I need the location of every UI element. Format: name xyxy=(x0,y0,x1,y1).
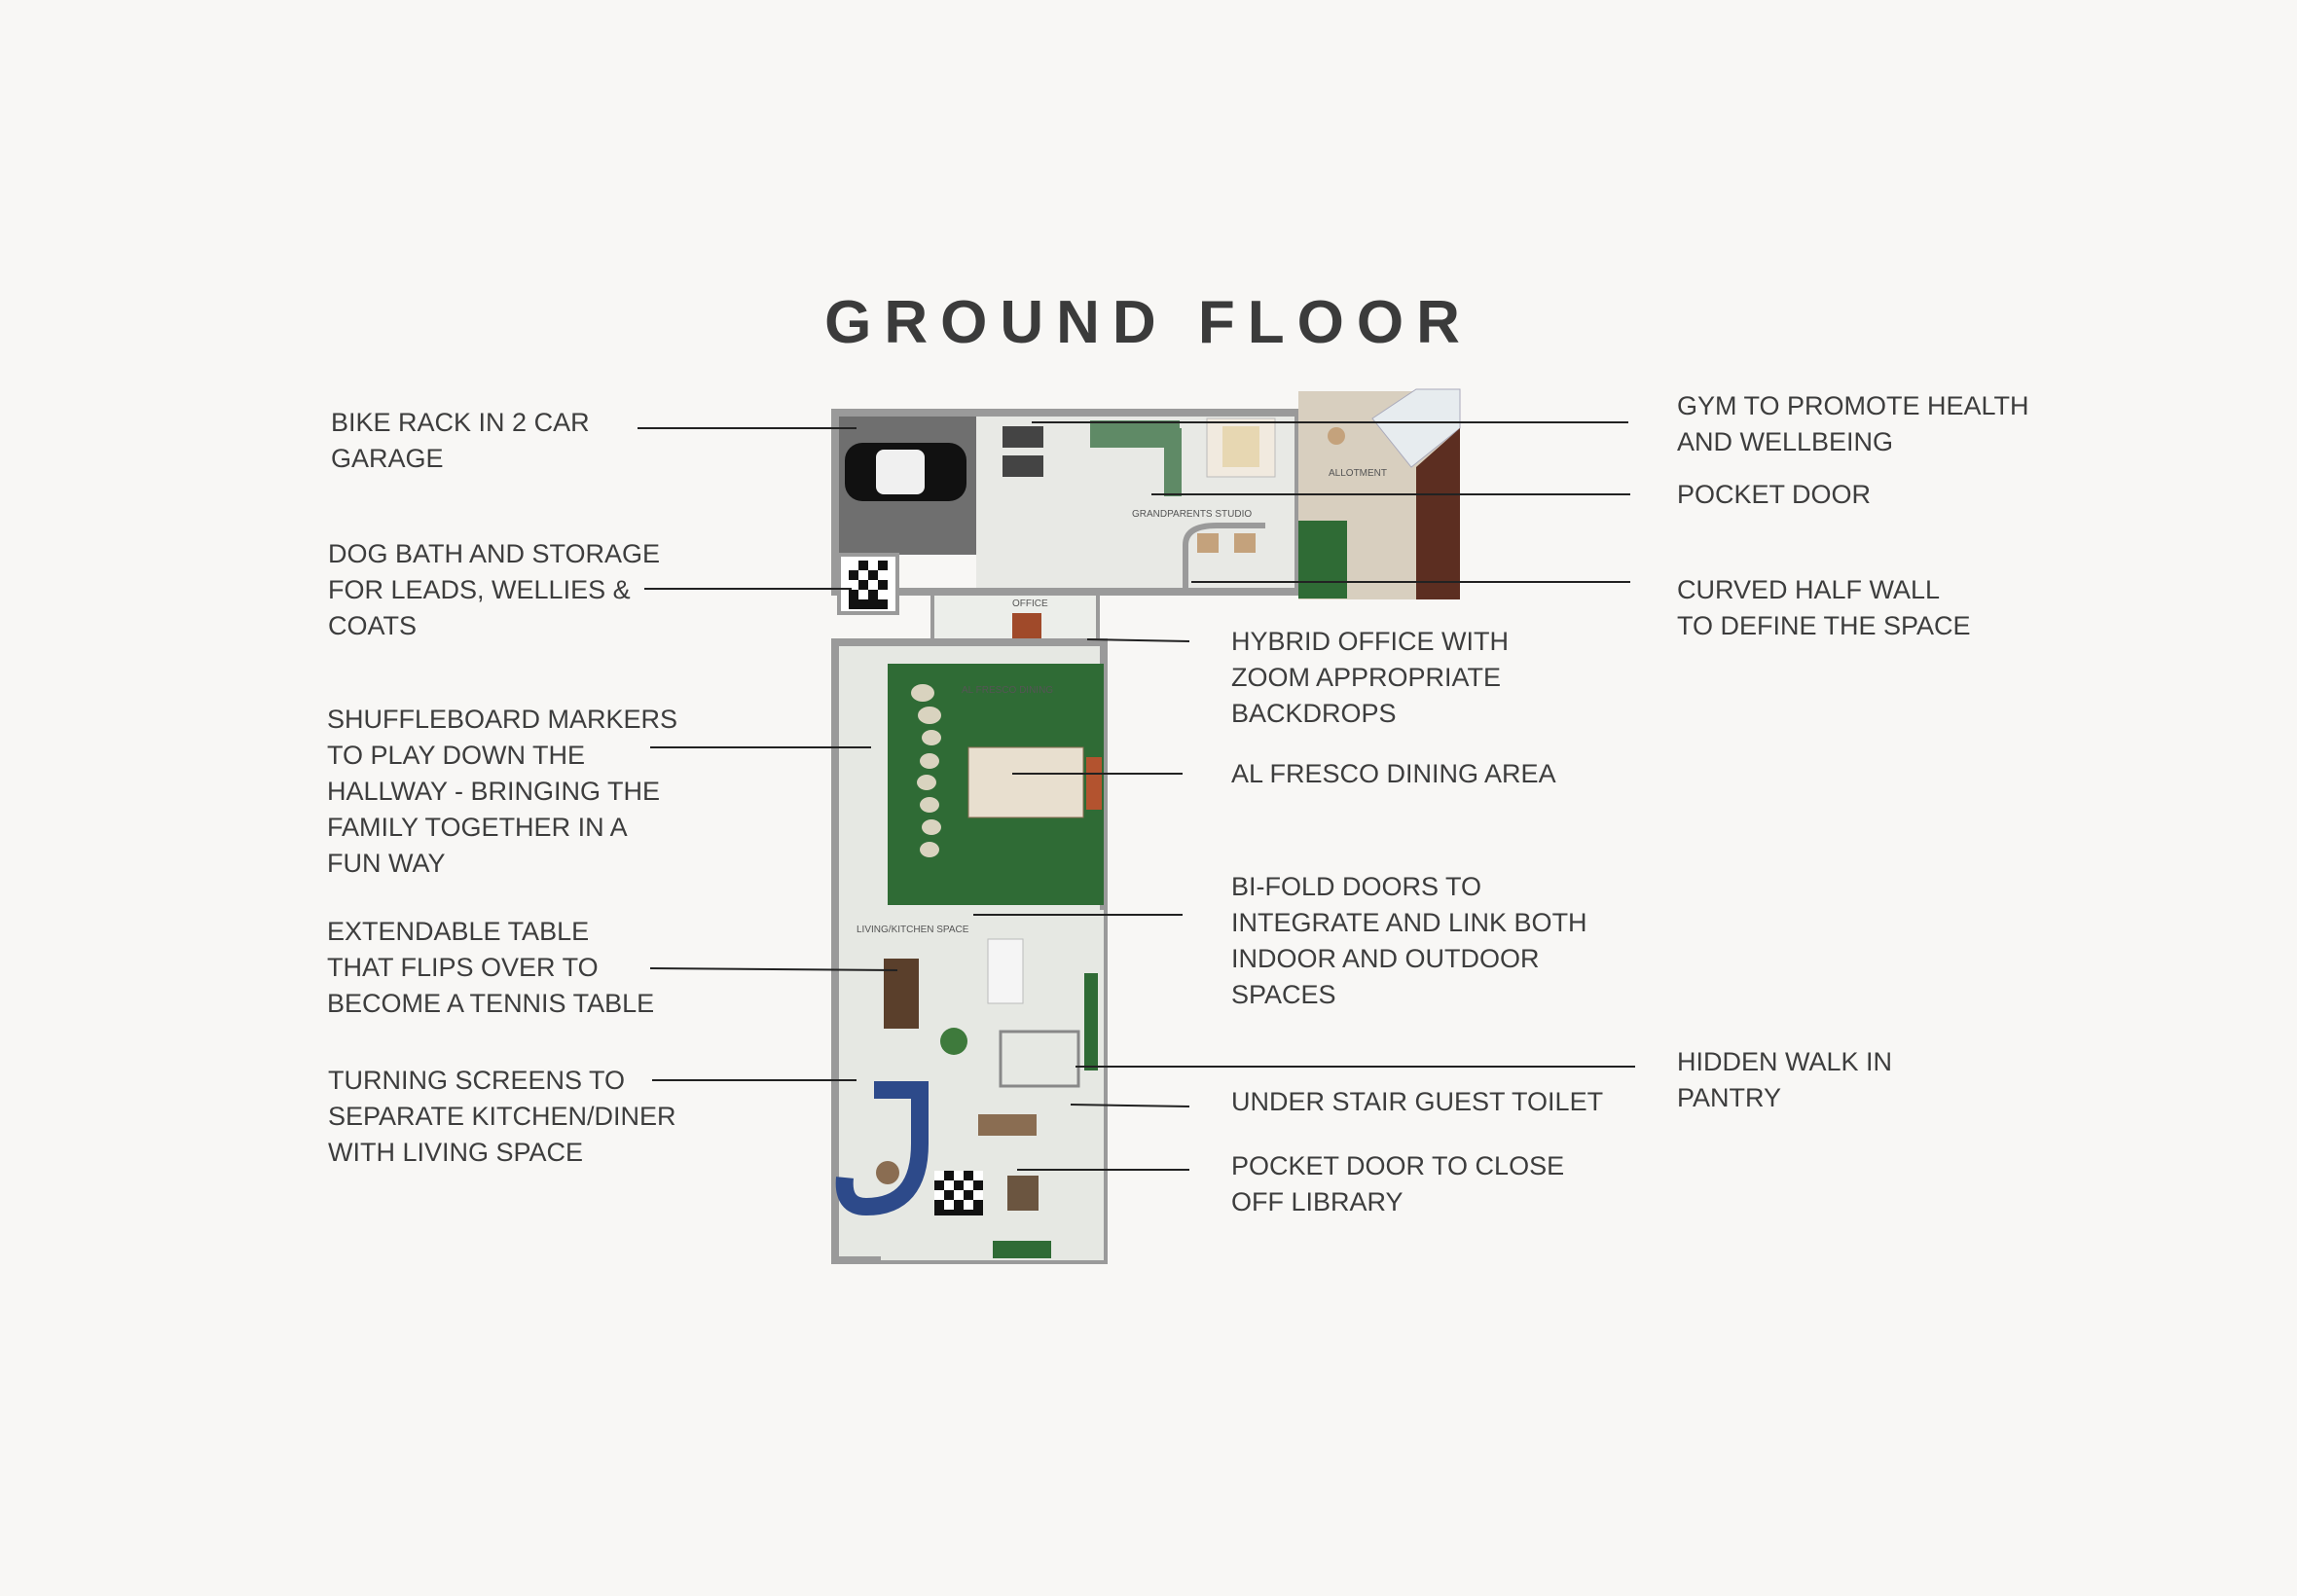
plant-icon xyxy=(940,1028,967,1055)
back-planter xyxy=(993,1241,1051,1258)
extendable-table xyxy=(884,959,919,1029)
note-bifold: BI-FOLD DOORS TO INTEGRATE AND LINK BOTH INDOOR AND OUTDOOR SPACES xyxy=(1231,872,1587,1009)
allotment-plants xyxy=(1298,521,1347,598)
note-al-fresco: AL FRESCO DINING AREA xyxy=(1231,759,1556,788)
stairs xyxy=(978,1114,1037,1136)
pergola-table xyxy=(968,747,1083,817)
note-extendable-table: EXTENDABLE TABLE THAT FLIPS OVER TO BECOME A TENNIS TABLE xyxy=(327,917,655,1018)
note-curved-wall: CURVED HALF WALL TO DEFINE THE SPACE xyxy=(1677,575,1971,640)
note-bike-rack: BIKE RACK IN 2 CAR GARAGE xyxy=(331,408,590,473)
studio-label: GRANDPARENTS STUDIO xyxy=(1132,509,1253,520)
note-under-stair: UNDER STAIR GUEST TOILET xyxy=(1231,1087,1604,1116)
note-dog-bath: DOG BATH AND STORAGE FOR LEADS, WELLIES & COATS xyxy=(328,539,661,640)
note-gym: GYM TO PROMOTE HEALTH AND WELLBEING xyxy=(1677,391,2029,456)
library-table xyxy=(1007,1176,1039,1211)
bench-2 xyxy=(1003,455,1043,477)
al-fresco-label: AL FRESCO DINING xyxy=(962,685,1054,696)
note-pantry: HIDDEN WALK IN PANTRY xyxy=(1677,1047,1893,1112)
allotment-label: ALLOTMENT xyxy=(1329,468,1388,479)
note-shuffleboard: SHUFFLEBOARD MARKERS TO PLAY DOWN THE HALLWAY - BRINGING THE FAMILY TOGETHER IN A FUN WAY xyxy=(327,705,678,878)
office-label: OFFICE xyxy=(1012,598,1048,609)
page-title: GROUND FLOOR xyxy=(824,289,1473,356)
kitchen-island xyxy=(988,939,1023,1003)
note-pocket-door: POCKET DOOR xyxy=(1677,480,1872,509)
note-turning-screens: TURNING SCREENS TO SEPARATE KITCHEN/DINER WITH LIVING SPACE xyxy=(328,1066,676,1167)
living-label: LIVING/KITCHEN SPACE xyxy=(857,925,969,935)
note-hybrid-office: HYBRID OFFICE WITH ZOOM APPROPRIATE BACKDROPS xyxy=(1231,627,1509,728)
note-pocket-library: POCKET DOOR TO CLOSE OFF LIBRARY xyxy=(1231,1151,1565,1216)
bench-1 xyxy=(1003,426,1043,448)
